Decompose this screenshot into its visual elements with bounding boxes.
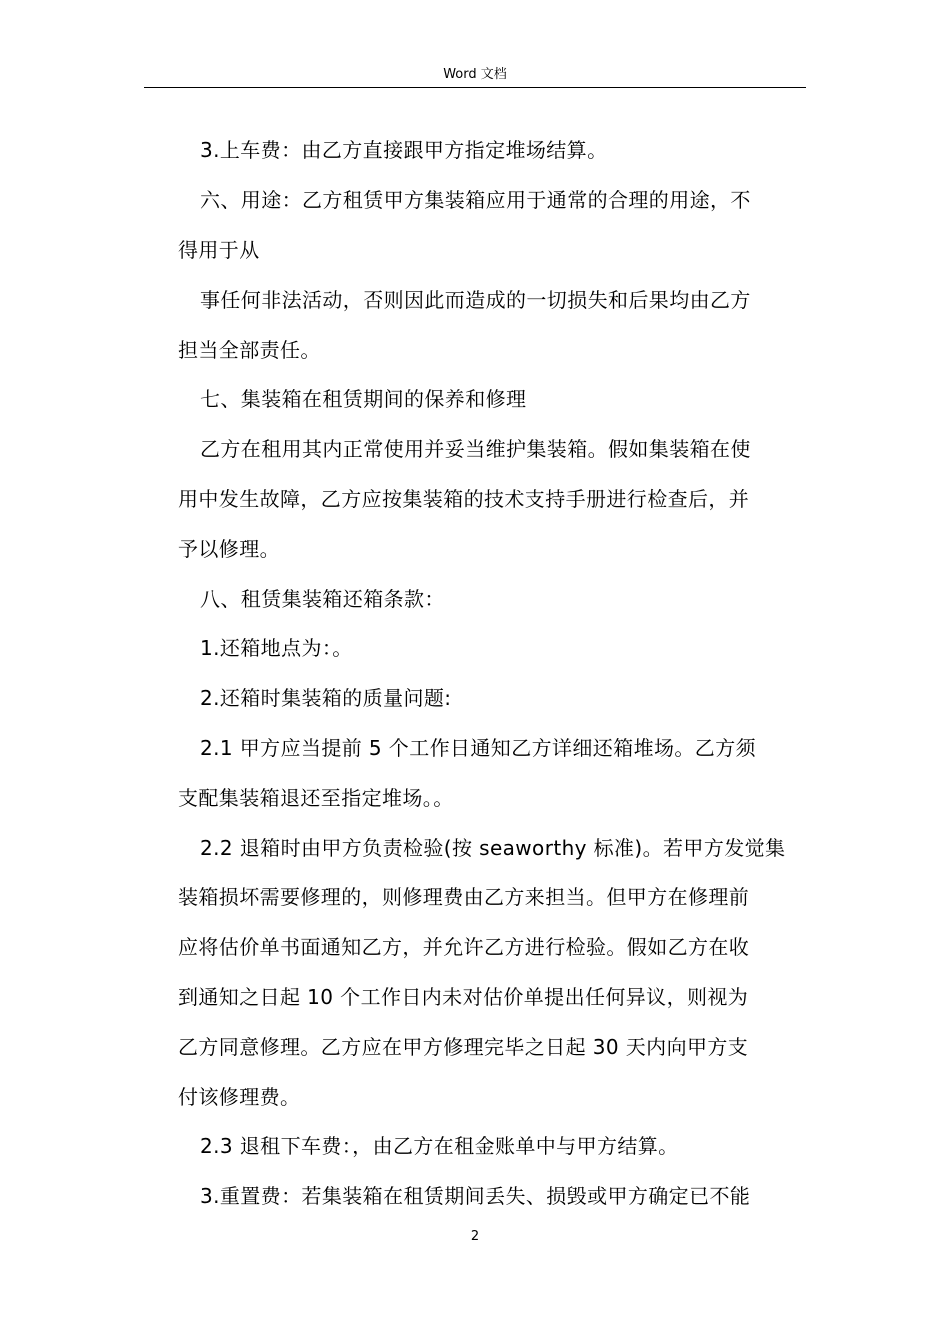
paragraph-line: 2.3 退租下车费：，由乙方在租金账单中与甲方结算。 xyxy=(200,1134,679,1158)
section-heading: 七、集装箱在租赁期间的保养和修理 xyxy=(200,387,527,411)
paragraph-line: 2.1 甲方应当提前 5 个工作日通知乙方详细还箱堆场。乙方须 xyxy=(200,736,757,760)
paragraph-line: 装箱损坏需要修理的，则修理费由乙方来担当。但甲方在修理前 xyxy=(178,885,750,909)
header-divider xyxy=(144,87,806,88)
paragraph-line: 担当全部责任。 xyxy=(178,338,321,362)
paragraph-line: 到通知之日起 10 个工作日内未对估价单提出任何异议，则视为 xyxy=(178,985,749,1009)
paragraph-line: 事任何非法活动，否则因此而造成的一切损失和后果均由乙方 xyxy=(200,288,751,312)
paragraph-line: 1.还箱地点为：。 xyxy=(200,636,353,660)
paragraph-line: 2.还箱时集装箱的质量问题: xyxy=(200,686,452,710)
page-header: Word 文档 xyxy=(443,67,507,82)
paragraph-line: 用中发生故障，乙方应按集装箱的技术支持手册进行检查后，并 xyxy=(178,487,750,511)
paragraph-line: 应将估价单书面通知乙方，并允许乙方进行检验。假如乙方在收 xyxy=(178,935,750,959)
paragraph-line: 予以修理。 xyxy=(178,537,280,561)
paragraph-line: 2.2 退箱时由甲方负责检验(按 seaworthy 标准)。若甲方发觉集 xyxy=(200,836,786,860)
paragraph-line: 3.上车费：由乙方直接跟甲方指定堆场结算。 xyxy=(200,138,608,162)
page-number: 2 xyxy=(470,1229,480,1244)
paragraph-line: 支配集装箱退还至指定堆场。。 xyxy=(178,786,454,810)
section-heading: 八、租赁集装箱还箱条款： xyxy=(200,587,445,611)
paragraph-line: 六、用途：乙方租赁甲方集装箱应用于通常的合理的用途，不 xyxy=(200,188,751,212)
paragraph-line: 乙方同意修理。乙方应在甲方修理完毕之日起 30 天内向甲方支 xyxy=(178,1035,749,1059)
paragraph-line: 付该修理费。 xyxy=(178,1085,301,1109)
paragraph-line: 得用于从 xyxy=(178,238,260,262)
paragraph-line: 3.重置费：若集装箱在租赁期间丢失、损毁或甲方确定已不能 xyxy=(200,1184,751,1208)
paragraph-line: 乙方在租用其内正常使用并妥当维护集装箱。假如集装箱在使 xyxy=(200,437,751,461)
